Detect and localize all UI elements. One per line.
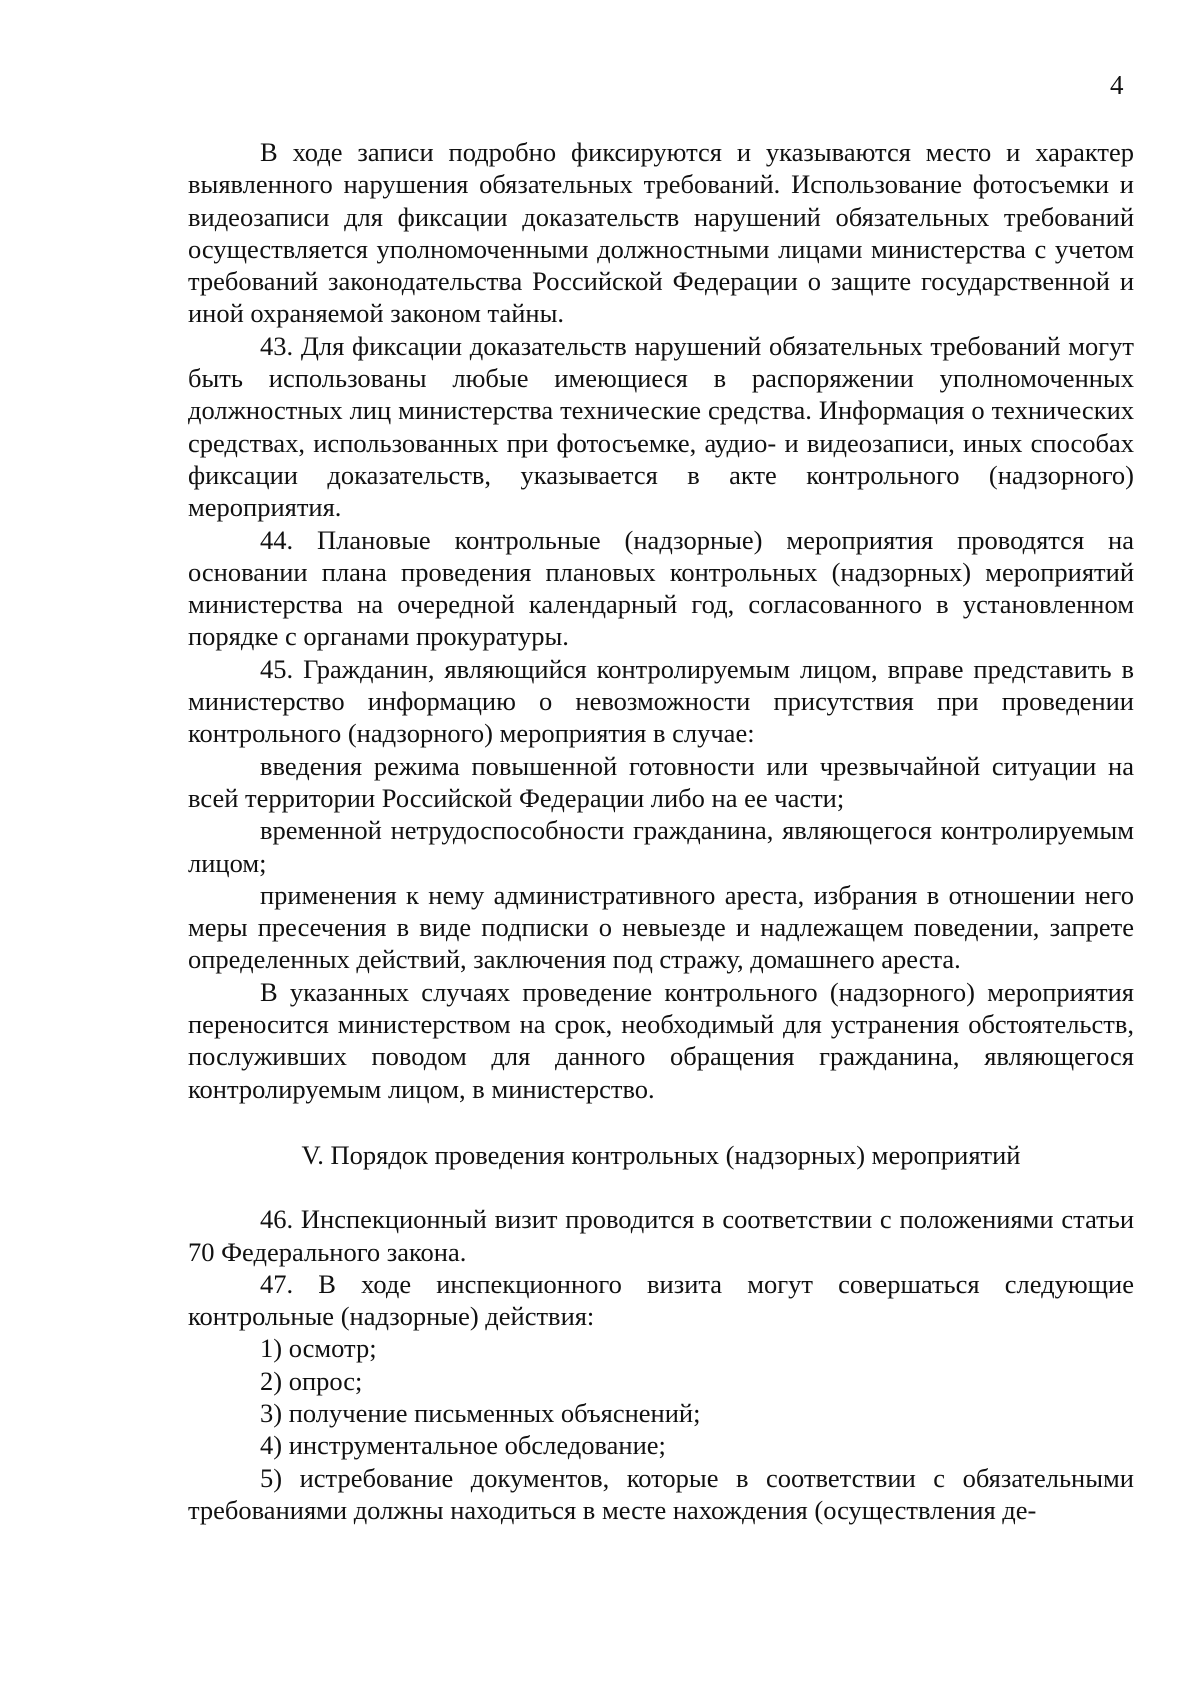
paragraph-45-case-disability: временной нетрудоспособности гражданина, являющегося контролируемым лицом; <box>188 815 1134 878</box>
document-body <box>188 136 1134 1526</box>
page-number: 4 <box>1110 70 1124 100</box>
paragraph-43: 43. Для фиксации доказательств нарушений обязательных требований могут быть использованы любые имеющиеся в распоряжении уполномоченных должностных лиц министерства технические средства. Информация о технических средствах, использованных при фотосъемке, аудио- и видеозаписи, иных способах фиксации доказательств, указывается в акте контрольного (надзорного) мероприятия. <box>188 330 1134 523</box>
paragraph-45-case-arrest: применения к нему административного ареста, избрания в отношении него меры пресечения в виде подписки о невыезде и надлежащем поведении, запрете определенных действий, заключения под стражу, домашнего ареста. <box>188 879 1134 975</box>
list-item-inspection: 1) осмотр; <box>260 1333 377 1364</box>
paragraph-45-case-emergency: введения режима повышенной готовности или чрезвычайной ситуации на всей территории Российской Федерации либо на ее части; <box>188 750 1134 813</box>
list-item-survey: 2) опрос; <box>260 1365 363 1396</box>
section-heading: V. Порядок проведения контрольных (надзорных) мероприятий <box>301 1139 1021 1170</box>
paragraph-47: 47. В ходе инспекционного визита могут совершаться следующие контрольные (надзорные) действия: <box>188 1268 1134 1332</box>
paragraph-44: 44. Плановые контрольные (надзорные) мероприятия проводятся на основании плана проведения плановых контрольных (надзорных) мероприятий министерства на очередной календарный год, согласованного в установленном порядке с органами прокуратуры. <box>188 524 1134 652</box>
list-item-documents-request: 5) истребование документов, которые в соответствии с обязательными требованиями должны находиться в месте нахождения (осуществления де- <box>188 1462 1134 1525</box>
paragraph-46: 46. Инспекционный визит проводится в соответствии с положениями статьи 70 Федерального закона. <box>188 1204 1134 1267</box>
paragraph-record-details: В ходе записи подробно фиксируются и указываются место и характер выявленного нарушения обязательных требований. Использование фотосъемки и видеозаписи для фиксации доказательств нарушений обязательных требований осуществляется уполномоченными должностными лицами министерства с учетом требований законодательства Российской Федерации о защите государственной и иной охраняемой законом тайны. <box>188 137 1134 329</box>
paragraph-45: 45. Гражданин, являющийся контролируемым лицом, вправе представить в министерство информацию о невозможности присутствия при проведении контрольного (надзорного) мероприятия в случае: <box>188 653 1134 749</box>
paragraph-postponement: В указанных случаях проведение контрольного (надзорного) мероприятия переносится министерством на срок, необходимый для устранения обстоятельств, послуживших поводом для данного обращения гражданина, являющегося контролируемым лицом, в министерство. <box>188 976 1134 1104</box>
list-item-written-explanations: 3) получение письменных объяснений; <box>260 1397 701 1428</box>
list-item-instrumental-examination: 4) инструментальное обследование; <box>260 1430 666 1461</box>
